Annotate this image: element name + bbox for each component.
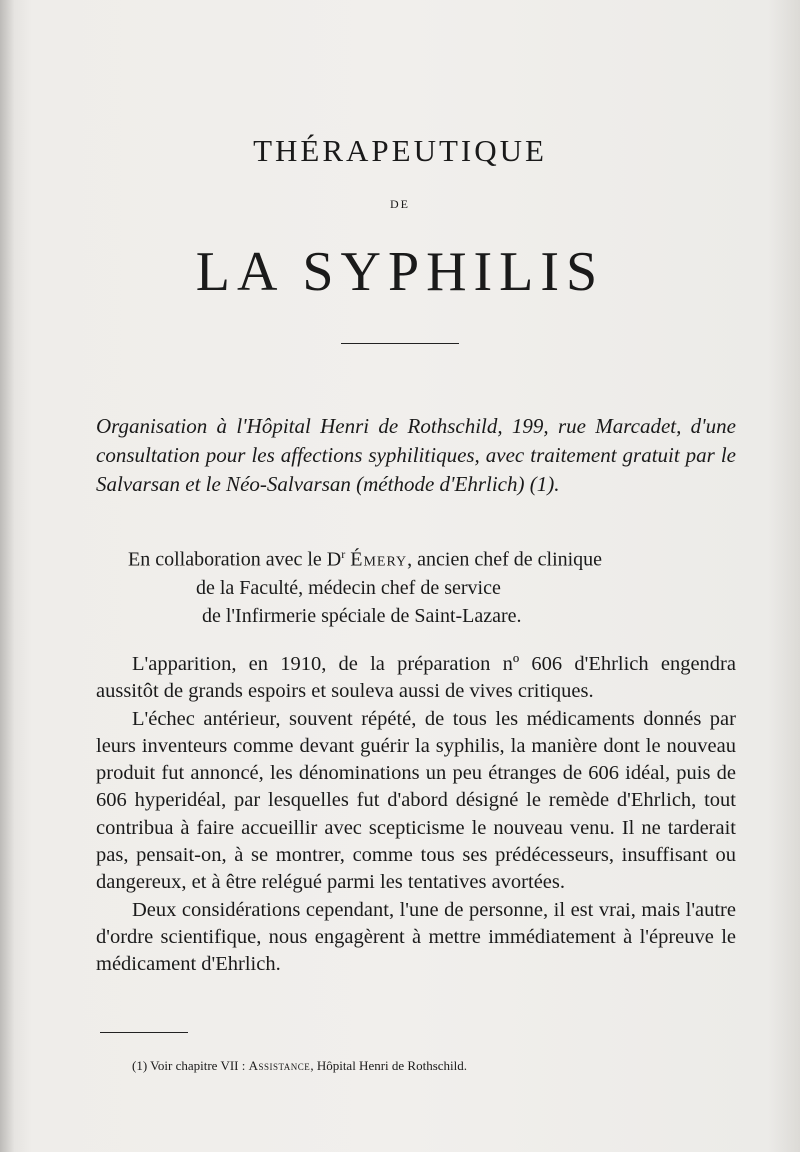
body-paragraph-1: L'apparition, en 1910, de la préparation nº 606 d'Ehrlich engendra aussitôt de grands espoirs et souleva aussi de vives critiques. [96, 653, 736, 703]
collaboration-block [128, 540, 728, 630]
page-binding-shadow [0, 0, 14, 1152]
footnote-suffix: , Hôpital Henri de Rothschild. [310, 1058, 468, 1073]
title-de: DE [390, 197, 410, 211]
title-divider [341, 343, 459, 344]
footnote [132, 1058, 732, 1074]
title-main: THÉRAPEUTIQUE [253, 133, 547, 168]
organisation-paragraph: Organisation à l'Hôpital Henri de Rothschild, 199, rue Marcadet, d'une consultation pour les affections syphilitiques, avec traitement gratuit par le Salvarsan et le Néo-Salvarsan (méthode d'Ehrlich) (1). [96, 414, 736, 496]
body-text [96, 651, 736, 979]
collab-name: Émery [350, 548, 408, 571]
body-paragraph-3: Deux considérations cependant, l'une de personne, il est vrai, mais l'autre d'ordre scientifique, nous engagèrent à mettre immédiatement à l'épreuve le médicament d'Ehrlich. [96, 898, 736, 976]
collab-suffix: , ancien chef de clinique [407, 548, 603, 571]
collaboration-line-2: de la Faculté, médecin chef de service [196, 576, 501, 599]
collaboration-line-1 [128, 540, 728, 574]
collab-prefix: En collaboration avec le D [128, 548, 342, 571]
footnote-divider [100, 1032, 188, 1033]
footnote-prefix: (1) Voir chapitre VII : [132, 1058, 249, 1073]
title-subject: LA SYPHILIS [195, 241, 605, 303]
collaboration-line-3: de l'Infirmerie spéciale de Saint-Lazare. [202, 604, 522, 627]
collab-sup: r [341, 547, 346, 561]
footnote-caps: Assistance [248, 1058, 311, 1073]
body-paragraph-2: L'échec antérieur, souvent répété, de tous les médicaments donnés par leurs inventeurs comme devant guérir la syphilis, la manière dont le nouveau produit fut annoncé, les dénominations un peu étranges de 606 idéal, puis de 606 hyperidéal, par lesquelles fut d'abord désigné le remède d'Ehrlich, tout contribua à faire accueillir avec scepticisme le nouveau venu. Il ne tarderait pas, pensait-on, à se montrer, comme tous ses prédécesseurs, insuffisant ou dangereux, et à être relégué parmi les tentatives avortées. [96, 707, 736, 894]
